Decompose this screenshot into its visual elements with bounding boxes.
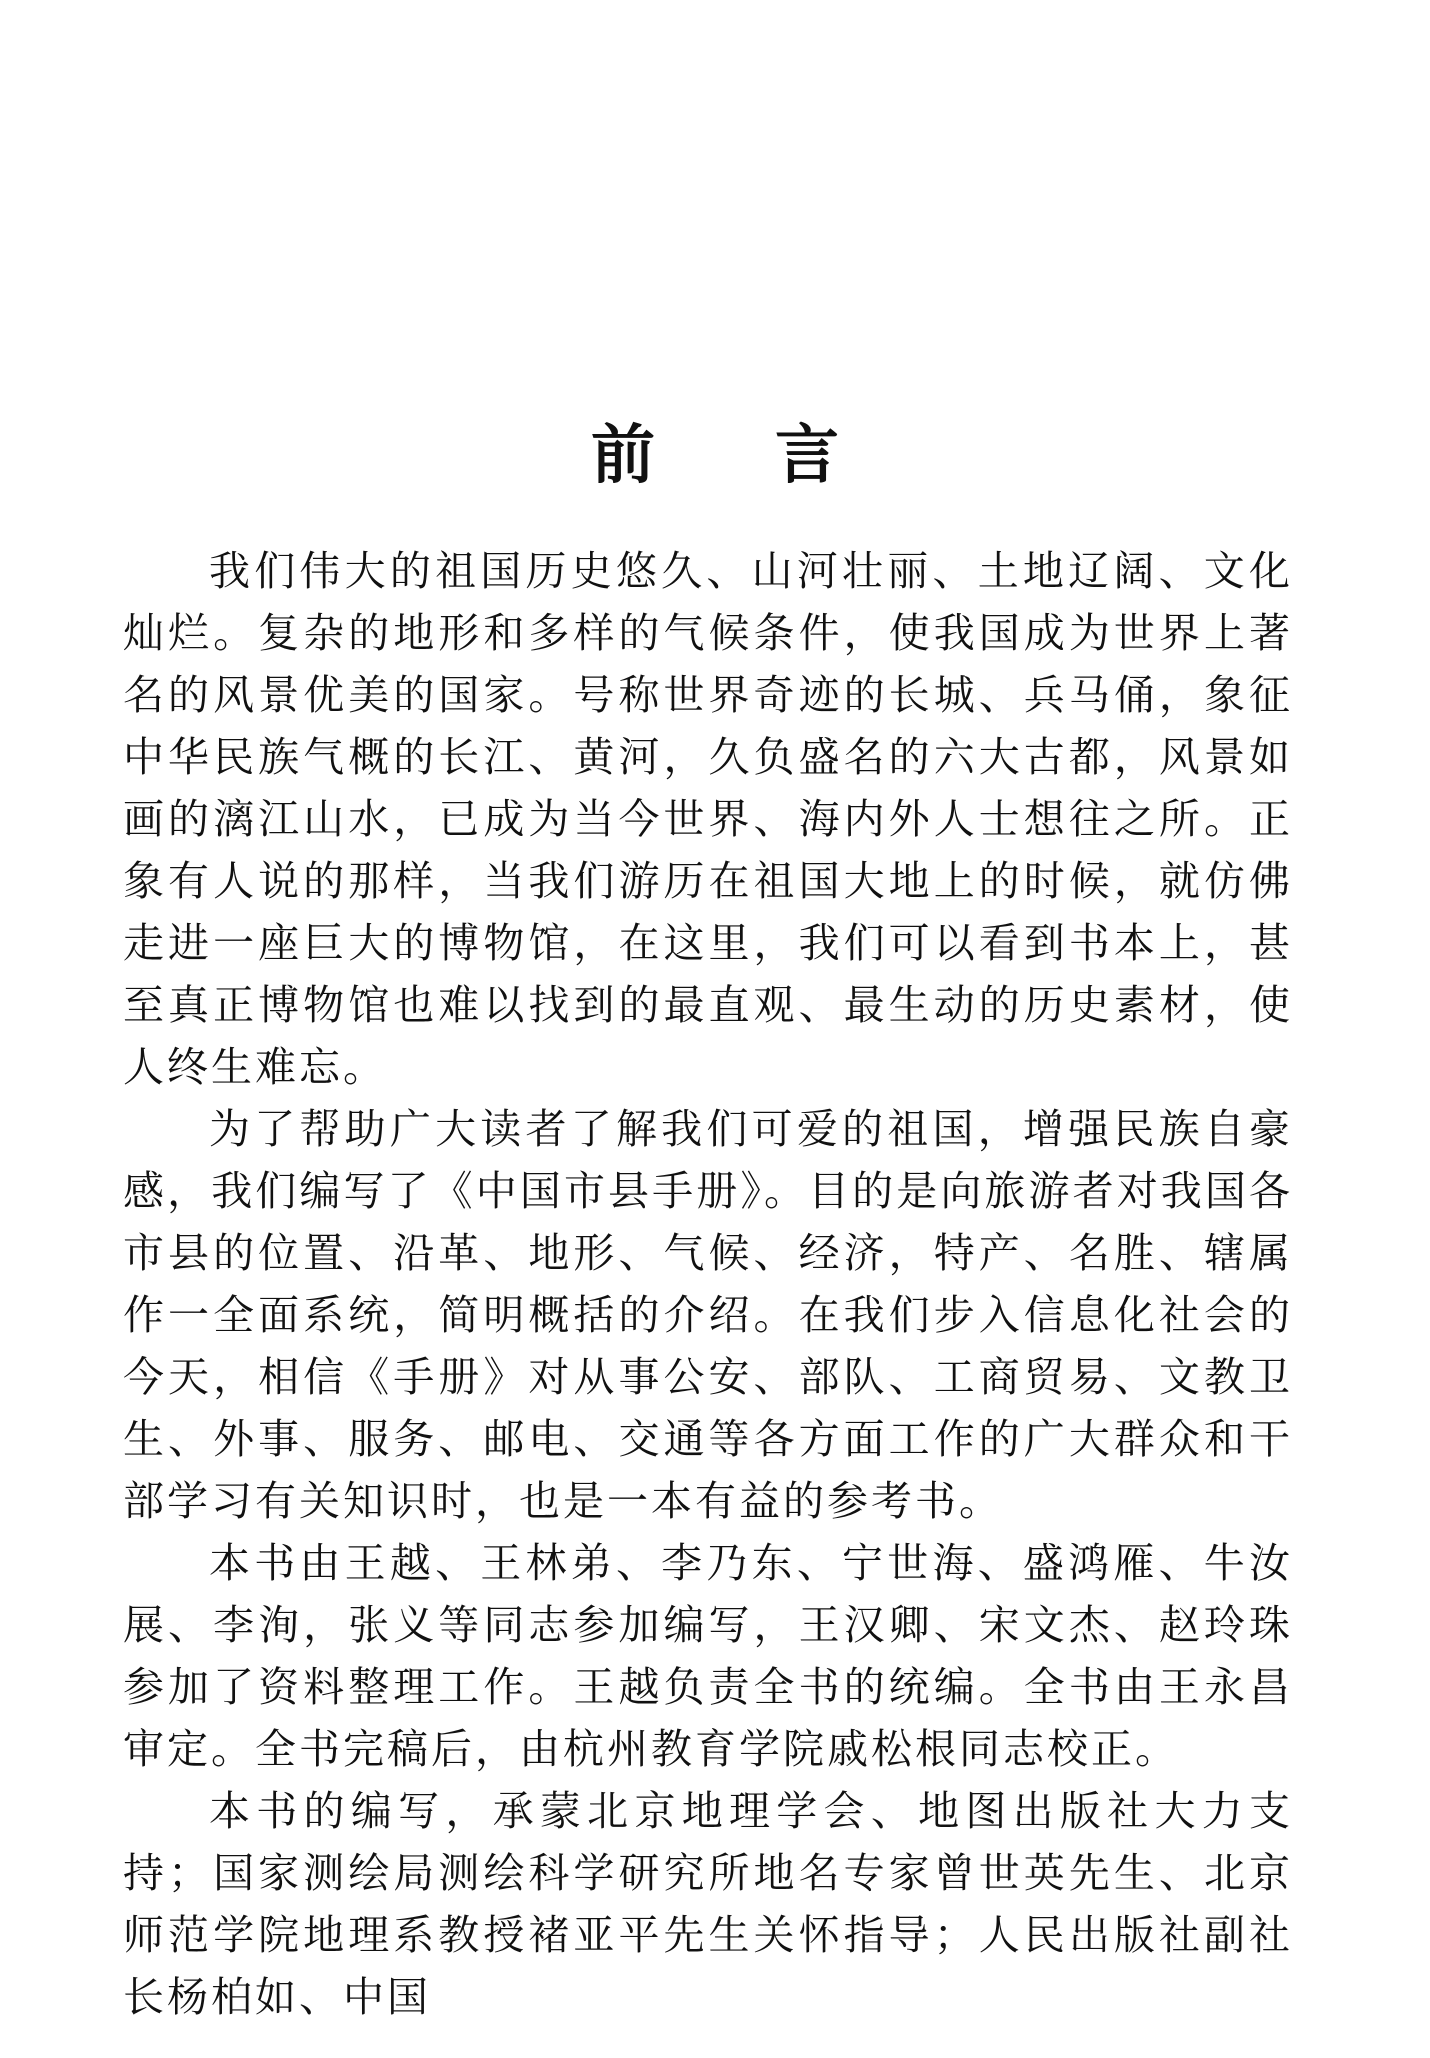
paragraph-2: 为了帮助广大读者了解我们可爱的祖国，增强民族自豪感，我们编写了《中国市县手册》。目的是向旅游者对我国各市县的位置、沿革、地形、气候、经济，特产、名胜、辖属作一全面系统，简明概括的介绍。在我们步入信息化社会的今天，相信《手册》对从事公安、部队、工商贸易、文教卫生、外事、服务、邮电、交通等各方面工作的广大群众和干部学习有关知识时，也是一本有益的参考书。 [123, 1105, 1293, 1525]
page-title: 前言 [591, 417, 959, 493]
paragraph-4: 本书的编写，承蒙北京地理学会、地图出版社大力支持；国家测绘局测绘科学研究所地名专家曾世英先生、北京师范学院地理系教授褚亚平先生关怀指导；人民出版社副社长杨柏如、中国 [123, 1787, 1293, 2021]
paragraph-1: 我们伟大的祖国历史悠久、山河壮丽、土地辽阔、文化灿烂。复杂的地形和多样的气候条件，使我国成为世界上著名的风景优美的国家。号称世界奇迹的长城、兵马俑，象征中华民族气概的长江、黄河，久负盛名的六大古都，风景如画的漓江山水，已成为当今世界、海内外人士想往之所。正象有人说的那样，当我们游历在祖国大地上的时候，就仿佛走进一座巨大的博物馆，在这里，我们可以看到书本上，甚至真正博物馆也难以找到的最直观、最生动的历史素材，使人终生难忘。 [123, 547, 1293, 1091]
paragraph-3: 本书由王越、王林弟、李乃东、宁世海、盛鸿雁、牛汝展、李洵，张义等同志参加编写，王汉卿、宋文杰、赵玲珠参加了资料整理工作。王越负责全书的统编。全书由王永昌审定。全书完稿后，由杭州教育学院戚松根同志校正。 [123, 1539, 1293, 1773]
preface-body [123, 540, 1293, 2028]
